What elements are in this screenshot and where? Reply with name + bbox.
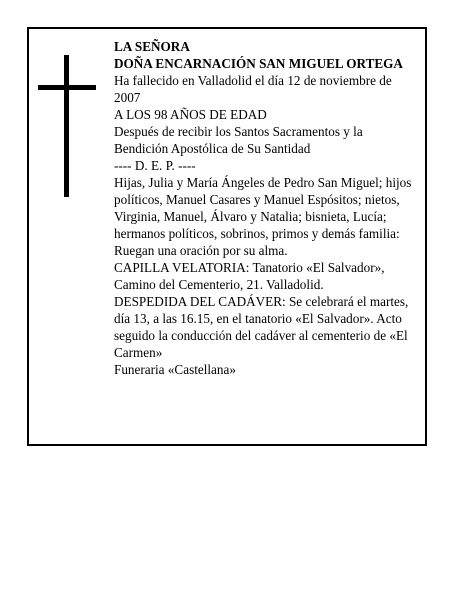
title-line-1: LA SEÑORA <box>114 39 190 54</box>
deceased-name: DOÑA ENCARNACIÓN SAN MIGUEL ORTEGA <box>114 56 403 71</box>
rip-line: ---- D. E. P. ---- <box>114 158 196 173</box>
age-line: A LOS 98 AÑOS DE EDAD <box>114 107 267 122</box>
family-paragraph: Hijas, Julia y María Ángeles de Pedro San Miguel; hijos políticos, Manuel Casares y Manuel Espósitos; nietos, Virginia, Manuel, Álvaro y Natalia; bisnieta, Lucía; hermanos políticos, sobrinos, primos y demás familia: <box>114 175 412 241</box>
cross-horizontal-bar <box>38 85 96 90</box>
obituary-text <box>114 38 416 378</box>
farewell-paragraph: DESPEDIDA DEL CADÁVER: Se celebrará el martes, día 13, a las 16.15, en el tanatorio «El Salvador». Acto seguido la conducción del cadáver al cementerio de «El Carmen» <box>114 294 409 360</box>
sacraments-line: Después de recibir los Santos Sacramentos y la Bendición Apostólica de Su Santidad <box>114 124 363 156</box>
cross-vertical-bar <box>64 55 69 197</box>
death-statement: Ha fallecido en Valladolid el día 12 de noviembre de 2007 <box>114 73 392 105</box>
prayer-line: Ruegan una oración por su alma. <box>114 243 288 258</box>
chapel-line: CAPILLA VELATORIA: Tanatorio «El Salvador», Camino del Cementerio, 21. Valladolid. <box>114 260 385 292</box>
funeral-home-line: Funeraria «Castellana» <box>114 362 236 377</box>
